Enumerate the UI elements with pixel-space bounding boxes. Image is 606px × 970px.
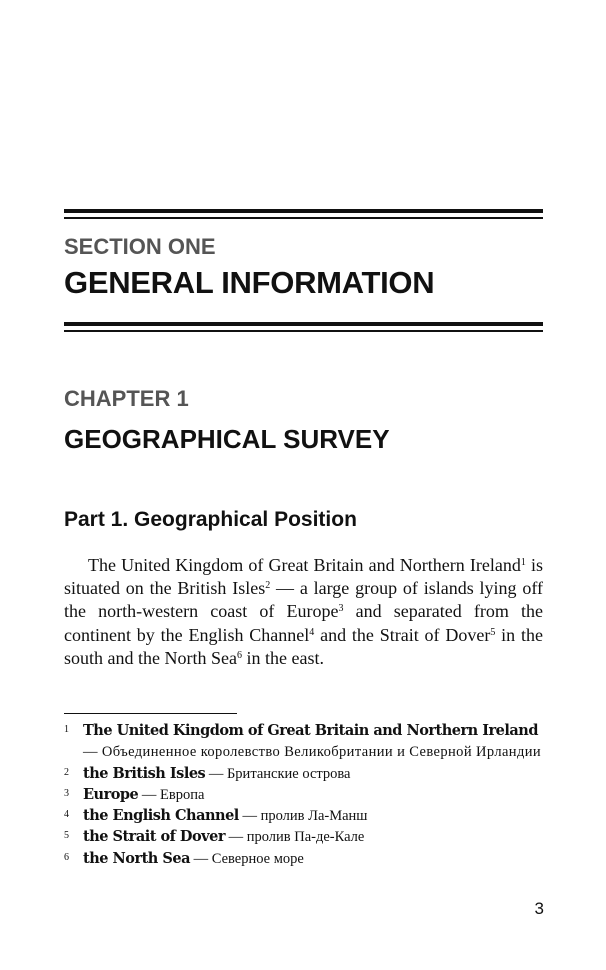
page-number: 3 <box>534 899 544 918</box>
footnote-ref: 2 <box>265 580 271 592</box>
footnote-term: the English Channel <box>83 807 239 825</box>
footnote-number: 5 <box>64 830 69 842</box>
chapter-label: CHAPTER 1 <box>64 386 189 411</box>
footnote-number: 2 <box>64 766 69 778</box>
footnote-divider <box>64 713 237 714</box>
footnote-translation: — Европа <box>138 786 205 803</box>
body-segment: The United Kingdom of Great Britain and Northern Ireland <box>88 555 521 575</box>
footnote-ref: 1 <box>520 557 526 568</box>
footnote-translation: — Британские острова <box>205 765 351 782</box>
footnote-item <box>64 721 543 764</box>
bottom-double-rule <box>64 322 543 332</box>
footnote-term: The United Kingdom of Great Britain and Northern Ireland <box>83 722 538 739</box>
footnote-translation: — пролив Ла-Манш <box>238 808 368 825</box>
footnote-item <box>64 827 543 848</box>
section-label: SECTION ONE <box>64 234 216 259</box>
footnote-term: the North Sea <box>83 849 190 867</box>
footnote-ref: 6 <box>236 649 242 661</box>
footnote-number: 3 <box>64 787 69 799</box>
footnote-translation: — Объединенное королевство Великобритании и Северной Ирландии <box>83 744 542 761</box>
body-paragraph <box>64 554 543 670</box>
chapter-title: GEOGRAPHICAL SURVEY <box>64 424 390 454</box>
footnote-ref: 4 <box>309 626 315 638</box>
body-segment: and the Strait of Dover <box>314 624 491 645</box>
footnote-ref: 3 <box>338 603 344 615</box>
body-segment: in the east. <box>241 647 324 668</box>
footnote-term: the Strait of Dover <box>83 828 225 846</box>
footnote-translation: — пролив Па-де-Кале <box>224 829 365 846</box>
footnote-ref: 5 <box>490 626 496 638</box>
body-segment: and separated from the continent by the English Channel <box>64 601 543 645</box>
footnote-item <box>64 849 543 870</box>
footnote-item <box>64 764 543 785</box>
footnote-item <box>64 806 543 827</box>
footnote-number: 4 <box>64 809 69 821</box>
footnote-term: the British Isles <box>83 764 206 782</box>
body-segment: is situated on the British Isles <box>64 555 543 599</box>
footnote-item <box>64 785 543 806</box>
section-title: GENERAL INFORMATION <box>64 265 435 300</box>
top-double-rule <box>64 209 543 219</box>
footnote-list <box>64 721 543 870</box>
footnote-number: 1 <box>64 724 69 735</box>
body-segment: in the south and the North Sea <box>64 624 544 668</box>
part-title: Part 1. Geographical Position <box>64 508 357 531</box>
body-segment: — a large group of islands lying off the north-western coast of Europe <box>64 578 543 622</box>
footnote-term: Europe <box>83 785 139 803</box>
footnote-number: 6 <box>64 851 69 863</box>
footnote-translation: — Северное море <box>189 850 304 867</box>
